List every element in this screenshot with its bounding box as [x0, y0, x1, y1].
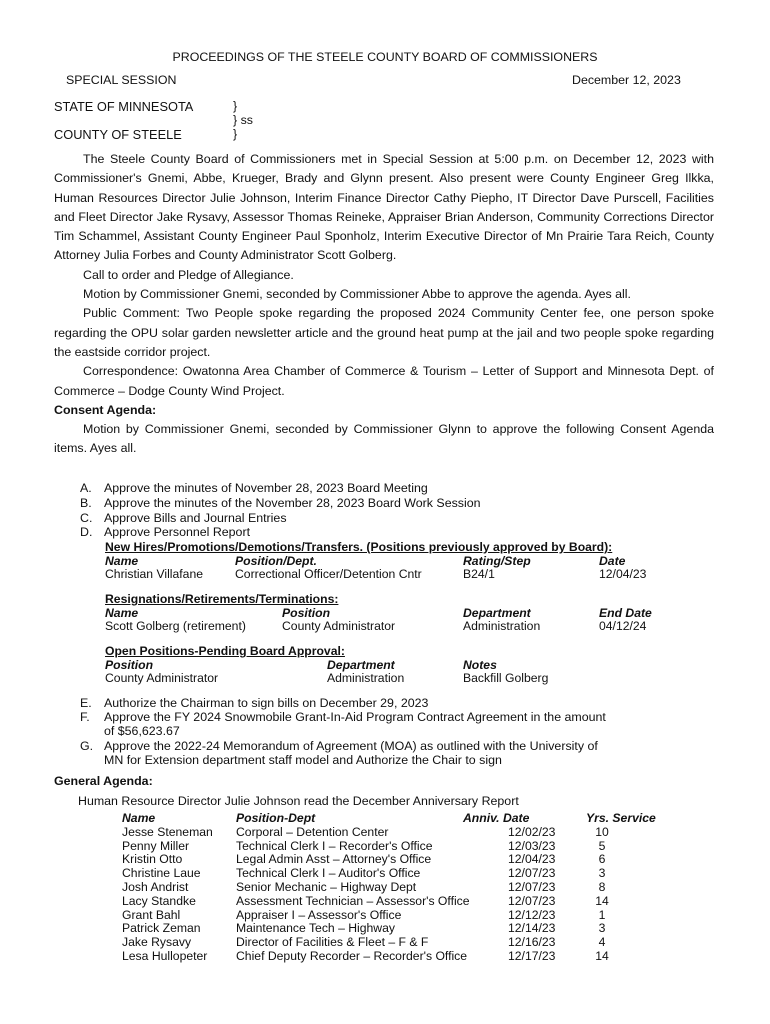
table-cell: Technical Clerk I – Auditor's Office	[236, 866, 421, 881]
col-header: Position-Dept	[236, 811, 316, 825]
table-row	[105, 620, 705, 634]
table-cell: Technical Clerk I – Recorder's Office	[236, 838, 433, 853]
list-item	[80, 710, 606, 724]
table-cell: 6	[598, 852, 606, 867]
table-cell: Lacy Standke	[122, 893, 196, 908]
table-cell: 4	[598, 935, 606, 950]
anniversary-table	[122, 812, 682, 964]
list-item	[80, 511, 481, 526]
col-header: Position	[105, 657, 154, 672]
list-letter: C.	[80, 510, 93, 525]
table-cell: Legal Admin Asst – Attorney's Office	[236, 852, 432, 867]
table-row	[122, 853, 682, 867]
table-header	[105, 659, 705, 673]
table-row	[105, 568, 705, 582]
table-cell: 12/14/23	[508, 921, 556, 936]
state-label: STATE OF MINNESOTA	[54, 99, 194, 114]
session-type: SPECIAL SESSION	[66, 73, 177, 87]
list-text: Approve the minutes of the November 28, 2023 Board Work Session	[104, 495, 481, 510]
list-item	[80, 525, 481, 540]
table-row	[105, 672, 705, 686]
col-header: End Date	[599, 605, 652, 620]
resignations-table	[105, 593, 705, 634]
table-cell: 8	[598, 879, 606, 894]
list-item	[80, 481, 481, 496]
table-row	[122, 881, 682, 895]
col-header: Position/Dept.	[235, 553, 317, 568]
table-cell: 1	[598, 907, 606, 922]
open-positions-heading: Open Positions-Pending Board Approval:	[105, 644, 345, 658]
session-date: December 12, 2023	[572, 73, 681, 87]
table-cell: Appraiser I – Assessor's Office	[236, 907, 402, 922]
table-cell: Kristin Otto	[122, 852, 183, 867]
col-header: Department	[327, 657, 395, 672]
table-cell: 12/04/23	[599, 567, 647, 582]
table-cell: Josh Andrist	[122, 879, 189, 894]
county-label: COUNTY OF STEELE	[54, 127, 182, 142]
table-row	[122, 909, 682, 923]
anniversary-rows	[122, 826, 682, 964]
list-text: Approve Bills and Journal Entries	[104, 510, 287, 525]
call-to-order: Call to order and Pledge of Allegiance.	[83, 267, 294, 282]
table-cell: Backfill Golberg	[463, 671, 549, 686]
col-header: Department	[463, 605, 531, 620]
venue-brace: }	[233, 127, 238, 141]
list-text: Approve the FY 2024 Snowmobile Grant-In-Aid Program Contract Agreement in the amount	[104, 710, 606, 725]
table-cell: Grant Bahl	[122, 907, 181, 922]
table-cell: 04/12/24	[599, 619, 647, 634]
consent-motion: Motion by Commissioner Gnemi, seconded by Commissioner Glynn to approve the following Consent Agenda items. Ayes all.	[54, 422, 714, 456]
table-cell: Director of Facilities & Fleet – F & F	[236, 935, 429, 950]
table-cell: Christian Villafane	[105, 567, 204, 582]
consent-list-a	[80, 481, 481, 540]
list-item	[80, 496, 481, 511]
table-cell: 12/07/23	[508, 866, 556, 881]
list-letter: F.	[80, 710, 90, 725]
list-item	[80, 739, 606, 753]
table-cell: 12/17/23	[508, 948, 556, 963]
venue-brace: }	[233, 99, 238, 113]
table-cell: County Administrator	[282, 619, 396, 634]
list-letter: B.	[80, 495, 92, 510]
col-header: Rating/Step	[463, 553, 531, 568]
general-intro: Human Resource Director Julie Johnson read the December Anniversary Report	[78, 794, 519, 808]
table-cell: 10	[595, 824, 609, 839]
table-cell: Corporal – Detention Center	[236, 824, 389, 839]
list-letter: D.	[80, 525, 93, 540]
consent-heading: Consent Agenda:	[54, 402, 157, 417]
table-row	[122, 950, 682, 964]
table-cell: Penny Miller	[122, 838, 190, 853]
table-row	[122, 936, 682, 950]
table-header	[105, 555, 705, 569]
table-cell: 12/07/23	[508, 893, 556, 908]
list-text: Approve the 2022-24 Memorandum of Agreement (MOA) as outlined with the University of	[104, 738, 598, 753]
table-cell: Jake Rysavy	[122, 935, 192, 950]
table-cell: B24/1	[463, 567, 495, 582]
minutes-body	[54, 150, 714, 459]
col-header: Name	[105, 553, 139, 568]
list-letter: G.	[80, 738, 94, 753]
table-row	[122, 922, 682, 936]
table-cell: 3	[598, 866, 606, 881]
list-text: MN for Extension department staff model and Authorize the Chair to sign	[104, 752, 502, 767]
correspondence: Correspondence: Owatonna Area Chamber of Commerce & Tourism – Letter of Support and Minnesota Dept. of Commerce – Dodge County Wind Project.	[54, 364, 714, 398]
table-cell: Patrick Zeman	[122, 921, 201, 936]
list-text: Authorize the Chairman to sign bills on December 29, 2023	[104, 696, 429, 710]
table-cell: Scott Golberg (retirement)	[105, 619, 246, 634]
table-cell: Correctional Officer/Detention Cntr	[235, 567, 422, 582]
table-cell: Chief Deputy Recorder – Recorder's Office	[236, 948, 468, 963]
table-cell: County Administrator	[105, 671, 219, 686]
intro-paragraph: The Steele County Board of Commissioners met in Special Session at 5:00 p.m. on December 12, 2023 with Commissioner's Gnemi, Abbe, Krueger, Brady and Glynn present. Also present were County Engineer Greg Ilkka, Human Resources Director Julie Johnson, Interim Finance Director Cathy Piepho, IT Director Dave Purscell, Facilities and Fleet Director Jake Rysavy, Assessor Thomas Reineke, Appraiser Brian Anderson, Community Corrections Director Tim Schammel, Assistant County Engineer Paul Sponholz, Interim Executive Director of Mn Prairie Tara Reich, County Attorney Julia Forbes and County Administrator Scott Golberg.	[54, 152, 714, 263]
table-cell: 12/02/23	[508, 824, 556, 839]
consent-list-e	[80, 696, 606, 767]
venue-ss: } ss	[233, 113, 253, 127]
table-cell: 14	[595, 948, 609, 963]
table-cell: Maintenance Tech – Highway	[236, 921, 395, 936]
table-cell: Assessment Technician – Assessor's Office	[236, 893, 470, 908]
list-item-cont	[80, 724, 606, 738]
table-cell: Senior Mechanic – Highway Dept	[236, 879, 417, 894]
list-text: of $56,623.67	[104, 724, 180, 739]
table-cell: 3	[598, 921, 606, 936]
table-row	[122, 895, 682, 909]
col-header: Yrs. Service	[586, 811, 656, 825]
table-cell: 12/03/23	[508, 838, 556, 853]
table-cell: Christine Laue	[122, 866, 201, 881]
col-header: Date	[599, 553, 626, 568]
table-header	[122, 812, 682, 826]
agenda-motion: Motion by Commissioner Gnemi, seconded by Commissioner Abbe to approve the agenda. Ayes all.	[83, 287, 632, 302]
table-cell: 5	[598, 838, 606, 853]
table-header	[105, 607, 705, 621]
table-cell: 12/12/23	[508, 907, 556, 922]
hires-table	[105, 541, 705, 582]
table-row	[122, 826, 682, 840]
col-header: Name	[122, 811, 156, 825]
table-cell: Administration	[463, 619, 541, 634]
col-header: Position	[282, 605, 331, 620]
table-cell: 14	[595, 893, 609, 908]
table-cell: Administration	[327, 671, 405, 686]
open-positions-table	[105, 645, 705, 686]
table-cell: 12/04/23	[508, 852, 556, 867]
resignations-heading: Resignations/Retirements/Terminations:	[105, 592, 339, 606]
list-text: Approve the minutes of November 28, 2023 Board Meeting	[104, 481, 428, 495]
general-heading: General Agenda:	[54, 774, 153, 788]
page-title: PROCEEDINGS OF THE STEELE COUNTY BOARD OF COMMISSIONERS	[172, 50, 598, 64]
table-row	[122, 840, 682, 854]
col-header: Notes	[463, 657, 497, 672]
hires-heading: New Hires/Promotions/Demotions/Transfers. (Positions previously approved by Board):	[105, 540, 613, 554]
col-header: Name	[105, 605, 139, 620]
table-cell: Jesse Steneman	[122, 824, 213, 839]
list-item-cont	[80, 753, 606, 767]
table-cell: 12/07/23	[508, 879, 556, 894]
col-header: Anniv. Date	[463, 811, 530, 825]
list-letter: E.	[80, 696, 92, 710]
list-letter: A.	[80, 481, 92, 495]
table-cell: 12/16/23	[508, 935, 556, 950]
public-comment: Public Comment: Two People spoke regarding the proposed 2024 Community Center fee, one person spoke regarding the OPU solar garden newsletter article and the ground heat pump at the jail and two people spoke regarding the eastside corridor project.	[54, 306, 714, 359]
list-text: Approve Personnel Report	[104, 525, 251, 540]
list-item	[80, 696, 606, 710]
table-row	[122, 867, 682, 881]
consent-heading-line	[54, 401, 714, 420]
table-cell: Lesa Hullopeter	[122, 948, 208, 963]
